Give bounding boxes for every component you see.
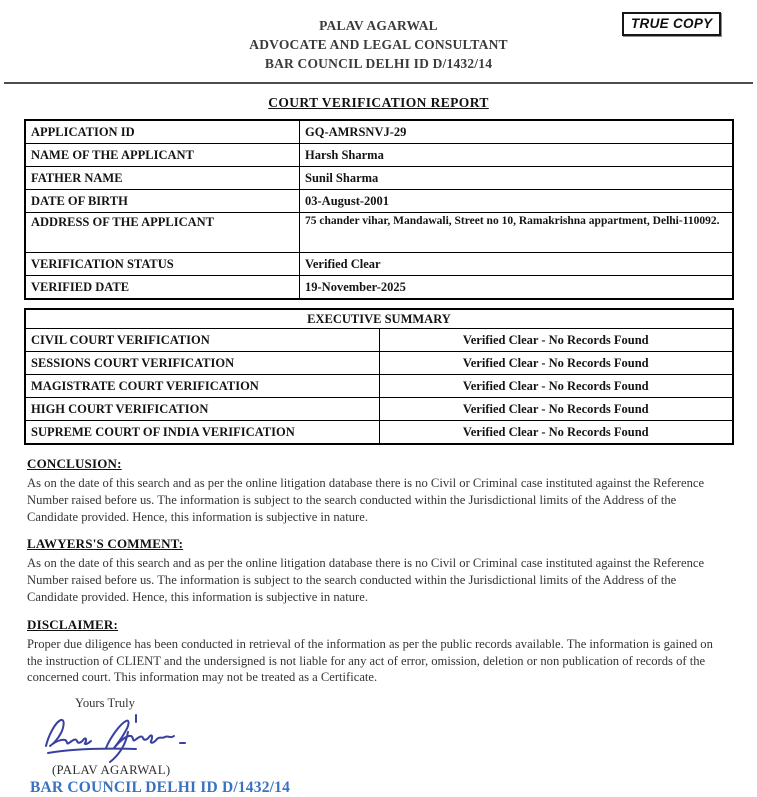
section-disclaimer	[27, 617, 729, 686]
table-row	[25, 352, 733, 375]
row-label: VERIFICATION STATUS	[25, 253, 300, 276]
applicant-table	[24, 119, 734, 300]
signer-bar-id: BAR COUNCIL DELHI ID D/1432/14	[30, 779, 291, 797]
summary-header: EXECUTIVE SUMMARY	[25, 309, 733, 329]
table-row	[25, 421, 733, 445]
table-row	[25, 253, 733, 276]
letterhead-bar-id: BAR COUNCIL DELHI ID D/1432/14	[264, 56, 493, 71]
row-value: Verified Clear	[300, 253, 734, 276]
row-value: 19-November-2025	[300, 276, 734, 300]
row-label: APPLICATION ID	[25, 120, 300, 144]
table-row	[25, 144, 733, 167]
row-label: HIGH COURT VERIFICATION	[25, 398, 379, 421]
row-label: NAME OF THE APPLICANT	[25, 144, 300, 167]
table-row	[25, 120, 733, 144]
section-conclusion	[27, 456, 729, 525]
signature-ink	[40, 713, 200, 763]
section-body: Proper due diligence has been conducted in retrieval of the information as per the public records available. The information is gained on the instruction of CLIENT and the undersigned is not liable for any act of error, omission, deletion or non publication of records of the concerned court. This information may not be treated as a Certificate.	[27, 636, 713, 685]
table-row	[25, 167, 733, 190]
table-row	[25, 213, 733, 253]
row-value: 03-August-2001	[300, 190, 734, 213]
table-row	[25, 329, 733, 352]
row-value: Verified Clear - No Records Found	[379, 352, 733, 375]
row-value: Sunil Sharma	[300, 167, 734, 190]
row-value: Verified Clear - No Records Found	[379, 421, 733, 445]
letterhead	[0, 0, 757, 73]
table-row	[25, 398, 733, 421]
row-label: FATHER NAME	[25, 167, 300, 190]
table-row	[25, 375, 733, 398]
row-value: Verified Clear - No Records Found	[379, 398, 733, 421]
divider-rule	[4, 82, 753, 84]
row-value: Verified Clear - No Records Found	[379, 375, 733, 398]
section-heading: DISCLAIMER:	[27, 616, 119, 632]
summary-header-row	[25, 309, 733, 329]
row-label: SUPREME COURT OF INDIA VERIFICATION	[25, 421, 379, 445]
row-label: CIVIL COURT VERIFICATION	[25, 329, 379, 352]
section-body: As on the date of this search and as per the online litigation database there is no Civil or Criminal case instituted against the Reference Number raised before us. The information is subject to the search conducted within the Jurisdictional limits of the Address of the Candidate provided. Hence, this information is subjective in nature.	[27, 556, 705, 604]
letterhead-name: PALAV AGARWAL	[319, 18, 438, 33]
signature-stroke	[46, 720, 91, 746]
section-heading: LAWYERS'S COMMENT:	[27, 536, 184, 552]
row-label: SESSIONS COURT VERIFICATION	[25, 352, 379, 375]
section-body: As on the date of this search and as per the online litigation database there is no Civil or Criminal case instituted against the Reference Number raised before us. The information is subject to the search conducted within the Jurisdictional limits of the Address of the Candidate provided. Hence, this information is subjective in nature.	[27, 476, 705, 524]
section-heading: CONCLUSION:	[27, 456, 122, 471]
signature-stroke	[48, 749, 136, 753]
report-title: COURT VERIFICATION REPORT	[268, 95, 489, 110]
row-value: 75 chander vihar, Mandawali, Street no 10, Ramakrishna appartment, Delhi-110092.	[300, 213, 734, 253]
letterhead-role: ADVOCATE AND LEGAL CONSULTANT	[249, 37, 508, 52]
summary-table	[24, 308, 734, 445]
row-label: MAGISTRATE COURT VERIFICATION	[25, 375, 379, 398]
row-label: DATE OF BIRTH	[25, 190, 300, 213]
row-value: GQ-AMRSNVJ-29	[300, 120, 734, 144]
table-row	[25, 190, 733, 213]
signer-name: (PALAV AGARWAL)	[52, 763, 171, 778]
row-value: Verified Clear - No Records Found	[379, 329, 733, 352]
row-label: ADDRESS OF THE APPLICANT	[25, 213, 300, 253]
signature-closing: Yours Truly	[75, 696, 135, 711]
section-lawyers-comment	[27, 536, 729, 605]
table-row	[25, 276, 733, 300]
signature-stroke	[106, 721, 174, 748]
true-copy-stamp: TRUE COPY	[622, 12, 721, 36]
row-value: Harsh Sharma	[300, 144, 734, 167]
row-label: VERIFIED DATE	[25, 276, 300, 300]
